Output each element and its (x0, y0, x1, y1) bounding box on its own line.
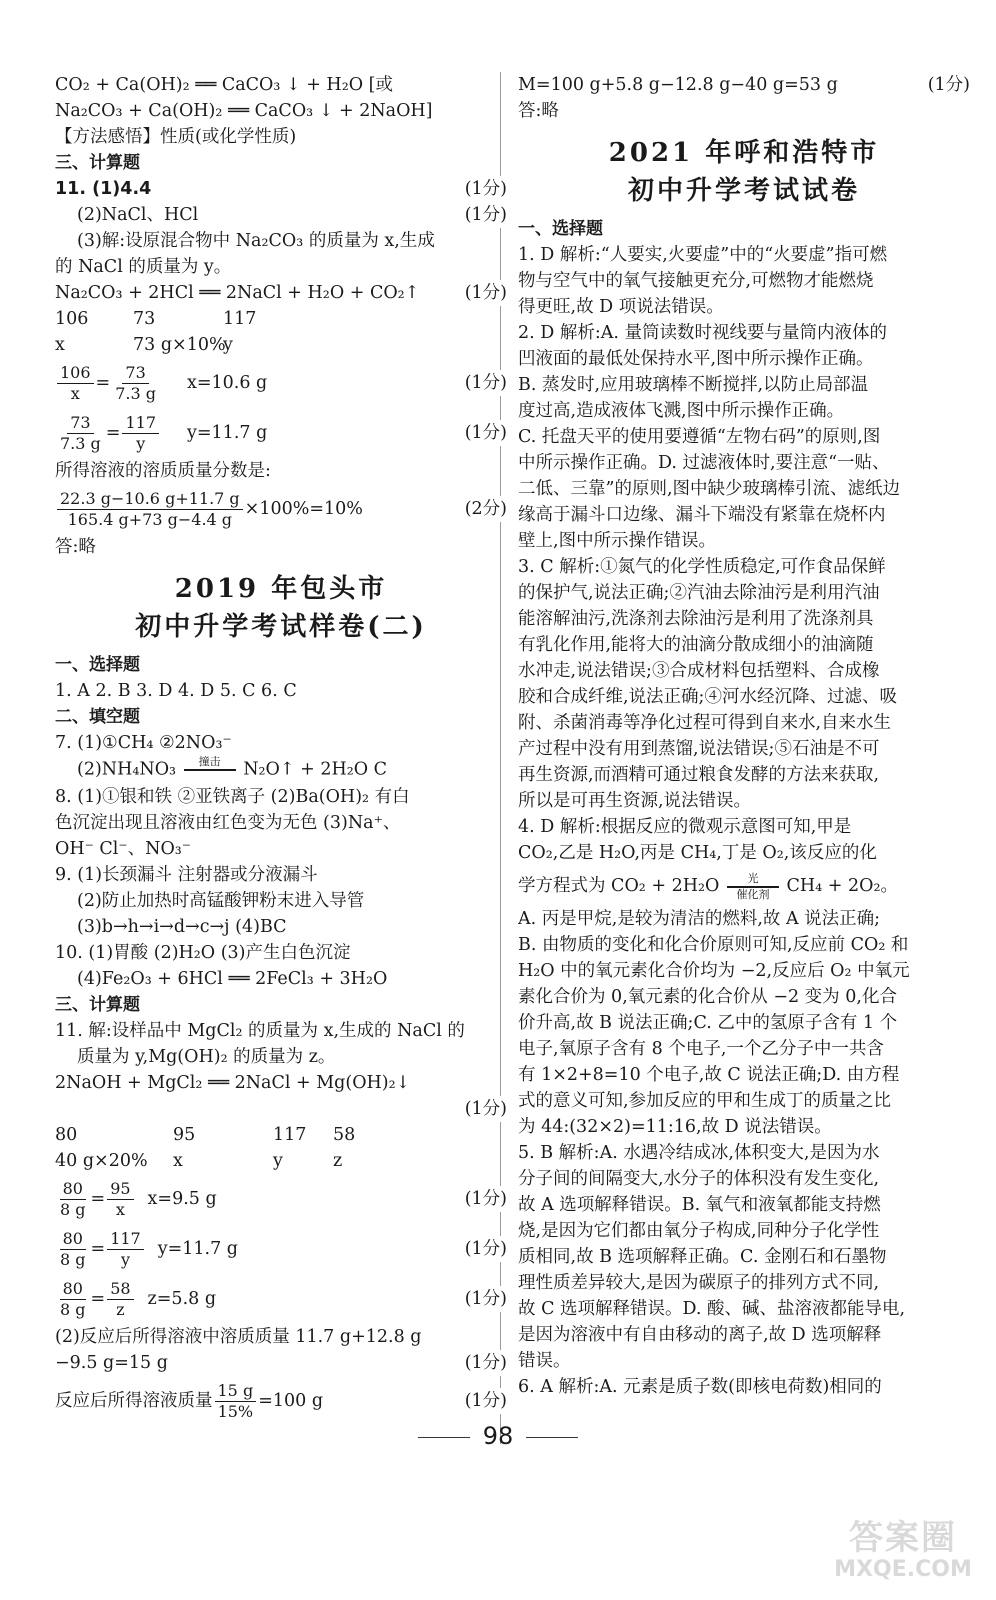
text-line: CO₂ + Ca(OH)₂ ══ CaCO₃ ↓ + H₂O [或 (55, 75, 393, 95)
points: (1分) (461, 1236, 507, 1262)
ratio-equation: $\frac{80}{8 g}$ = $\frac{95}{x}$ x=9.5 g (1分) (60, 1178, 507, 1219)
explanation-2: 2. D 解析:A. 量筒读数时视线要与量筒内液体的 凹液面的最低处保持水平,图中所示操作正确。 B. 蒸发时,应用玻璃棒不断搅拌,以防止局部温 度过高,造成液体飞溅,图中所示操作正确。 C. 托盘天平的使用要遵循“左物右码”的原则,图 中所示操作正确。D. 过滤液体时,要注意“一贴、 二低、三靠”的原则,图中缺少玻璃棒引流、滤纸边 缘高于漏斗口边缘、漏斗下端没有紧靠在烧杯内 壁上,图中所示操作错误。 (518, 323, 901, 551)
points: (1分) (461, 1388, 507, 1414)
exam-title: 2019 年包头市 (174, 574, 388, 604)
exam-title: 初中升学考试样卷(二) (135, 612, 427, 642)
points: (1分) (924, 72, 970, 98)
text-line: 所得溶液的溶质质量分数是: (55, 461, 271, 481)
right-column (518, 72, 970, 1400)
page-number: 98 (482, 1422, 514, 1450)
section-heading: 三、计算题 (55, 153, 140, 173)
mass-row: x 73 g×10% y (55, 335, 233, 355)
equation-line: (2)NH₄NO₃ 撞击 N₂O↑ + 2H₂O C (77, 756, 388, 780)
text-line: (3)解:设原混合物中 Na₂CO₃ 的质量为 x,生成 (77, 231, 435, 251)
explanation-6: 6. A 解析:A. 元素是质子数(即核电荷数)相同的 (518, 1377, 882, 1397)
equation-line: (4)Fe₂O₃ + 6HCl ══ 2FeCl₃ + 3H₂O (77, 969, 388, 989)
ratio-equation: $\frac{80}{8 g}$ = $\frac{117}{y}$ y=11.7 g (1分) (60, 1228, 507, 1269)
text-line: Na₂CO₃ + Ca(OH)₂ ══ CaCO₃ ↓ + 2NaOH] (55, 101, 433, 121)
mass-row: 80 95 117 58 (55, 1125, 356, 1145)
section-heading: 一、选择题 (518, 219, 603, 239)
points: (1分) (461, 280, 507, 306)
answer-line: 9. (1)长颈漏斗 注射器或分液漏斗 (55, 865, 318, 885)
points: (2分) (461, 496, 507, 522)
text-line: OH⁻ Cl⁻、NO₃⁻ (55, 839, 192, 859)
mass-row: 106 73 117 (55, 309, 257, 329)
text-line: 质量为 y,Mg(OH)₂ 的质量为 z。 (77, 1047, 336, 1067)
points: (1分) (461, 1096, 507, 1122)
text-line: (2)反应后所得溶液中溶质质量 11.7 g+12.8 g (55, 1327, 422, 1347)
answer-line: 10. (1)胃酸 (2)H₂O (3)产生白色沉淀 (55, 943, 351, 963)
equation-line: 学方程式为 CO₂ + 2H₂O 光 催化剂 CH₄ + 2O₂。 (518, 871, 898, 901)
points: (1分) (461, 1286, 507, 1312)
explanation-4: 4. D 解析:根据反应的微观示意图可知,甲是 CO₂,乙是 H₂O,丙是 CH₄,丁是 O₂,该反应的化 学方程式为 CO₂ + 2H₂O 光 催化剂 CH₄ + 2O₂。 A. 丙是甲烷,是较为清洁的燃料,故 A 说法正确; B. 由物质的变化和化合价原则可知,反应前 CO₂ 和 H₂O 中的氧元素化合价均为 −2,反应后 O₂ 中氧元 素化合价为 0,氧元素的化合价从 −2 变为 0,化合 价升高,故 B 说法正确;C. 乙中的氢原子含有 1 个 电子,氧原子含有 8 个电子,一个乙分子中一共含 有 1×2+8=10 个电子,故 C 说法正确;D. 由方程 式的意义可知,参加反应的甲和生成丁的质量之比 为 44:(32×2)=11:16,故 D 说法错误。 (518, 814, 970, 1140)
text-line: 答:略 (55, 537, 96, 557)
explanation-5: 5. B 解析:A. 水遇冷结成冰,体积变大,是因为水 分子间的间隔变大,水分子的体积没有发生变化, 故 A 选项解释错误。B. 氧气和液氧都能支持燃 烧,是因为它们都由氧分子构成,同种分子化学性 质相同,故 B 选项解释正确。C. 金刚石和石墨物 理性质差异较大,是因为碳原子的排列方式不同, 故 C 选项解释错误。D. 酸、碱、盐溶液都能导电, 是因为溶液中有自由移动的离子,故 D 选项解释 错误。 (518, 1143, 906, 1371)
left-column (55, 72, 507, 1426)
answer-line: M=100 g+5.8 g−12.8 g−40 g=53 g (1分) (518, 72, 970, 98)
equation-line: Na₂CO₃ + 2HCl ══ 2NaCl + H₂O + CO₂↑ (1分) (55, 280, 507, 306)
points: (1分) (461, 176, 507, 202)
section-heading: 一、选择题 (55, 655, 140, 675)
ratio-equation: $\frac{80}{8 g}$ = $\frac{58}{z}$ z=5.8 g (1分) (60, 1278, 507, 1319)
answer-line: 8. (1)①银和铁 ②亚铁离子 (2)Ba(OH)₂ 有白 (55, 787, 410, 807)
answer-line: 11. 解:设样品中 MgCl₂ 的质量为 x,生成的 NaCl 的 (55, 1021, 465, 1041)
section-heading: 三、计算题 (55, 995, 140, 1015)
points: (1分) (461, 1350, 507, 1376)
footer-rule-right (526, 1437, 578, 1438)
answer-line: −9.5 g=15 g (1分) (55, 1350, 507, 1376)
answer-line: 11. (1)4.4 (1分) (55, 176, 507, 202)
exam-title: 2021 年呼和浩特市 (608, 138, 880, 168)
percent-equation: $\frac{22.3 g-10.6 g+11.7 g}{165.4 g+73 g-4.4 g}$ ×100%=10% (2分) (55, 484, 507, 534)
points: (1分) (461, 420, 507, 446)
text-line: (2)防止加热时高锰酸钾粉末进入导管 (77, 891, 365, 911)
ratio-equation: $\frac{106}{x}$ = $\frac{73}{7.3 g}$ x=10.6 g (1分) (55, 358, 507, 408)
answer-line: 1. A 2. B 3. D 4. D 5. C 6. C (55, 681, 297, 701)
watermark-logo: 答案圈 MXQE.COM (834, 1518, 972, 1582)
points: (1分) (461, 370, 507, 396)
text-line: (3)b→h→i→d→c→j (4)BC (77, 917, 287, 937)
points: (1分) (461, 1186, 507, 1212)
text-line: 答:略 (518, 101, 559, 121)
text-line: 【方法感悟】性质(或化学性质) (55, 127, 297, 147)
explanation-1: 1. D 解析:“人要实,火要虚”中的“火要虚”指可燃 物与空气中的氧气接触更充分,可燃物才能燃烧 得更旺,故 D 项说法错误。 (518, 245, 888, 317)
mass-row: 40 g×20% x y z (55, 1151, 343, 1171)
ratio-equation: $\frac{73}{7.3 g}$ = $\frac{117}{y}$ y=11.7 g (1分) (60, 412, 507, 453)
points: (1分) (461, 202, 507, 228)
equation-line: 2NaOH + MgCl₂ ══ 2NaCl + Mg(OH)₂↓ (55, 1073, 411, 1093)
solution-mass-equation: 反应后所得溶液质量 $\frac{15 g}{15\%}$ =100 g (1分) (55, 1380, 507, 1421)
answer-line: (2)NaCl、HCl (1分) (55, 202, 507, 228)
exam-title: 初中升学考试试卷 (627, 176, 860, 206)
section-heading: 二、填空题 (55, 707, 140, 727)
text-line: 色沉淀出现且溶液由红色变为无色 (3)Na⁺、 (55, 813, 401, 833)
text-line: 的 NaCl 的质量为 y。 (55, 257, 232, 277)
explanation-3: 3. C 解析:①氮气的化学性质稳定,可作食品保鲜 的保护气,说法正确;②汽油去除油污是利用汽油 能溶解油污,洗涤剂去除油污是利用了洗涤剂具 有乳化作用,能将大的油滴分散成细小的油滴随 水冲走,说法错误;③合成材料包括塑料、合成橡 胶和合成纤维,说法正确;④河水经沉降、过滤、吸 附、杀菌消毒等净化过程可得到自来水,自来水生 产过程中没有用到蒸馏,说法错误;⑤石油是不可 再生资源,而酒精可通过粮食发酵的方法来获取, 所以是可再生资源,说法错误。 (518, 557, 897, 811)
points-line (55, 1096, 507, 1122)
answer-line: 7. (1)①CH₄ ②2NO₃⁻ (55, 733, 232, 753)
